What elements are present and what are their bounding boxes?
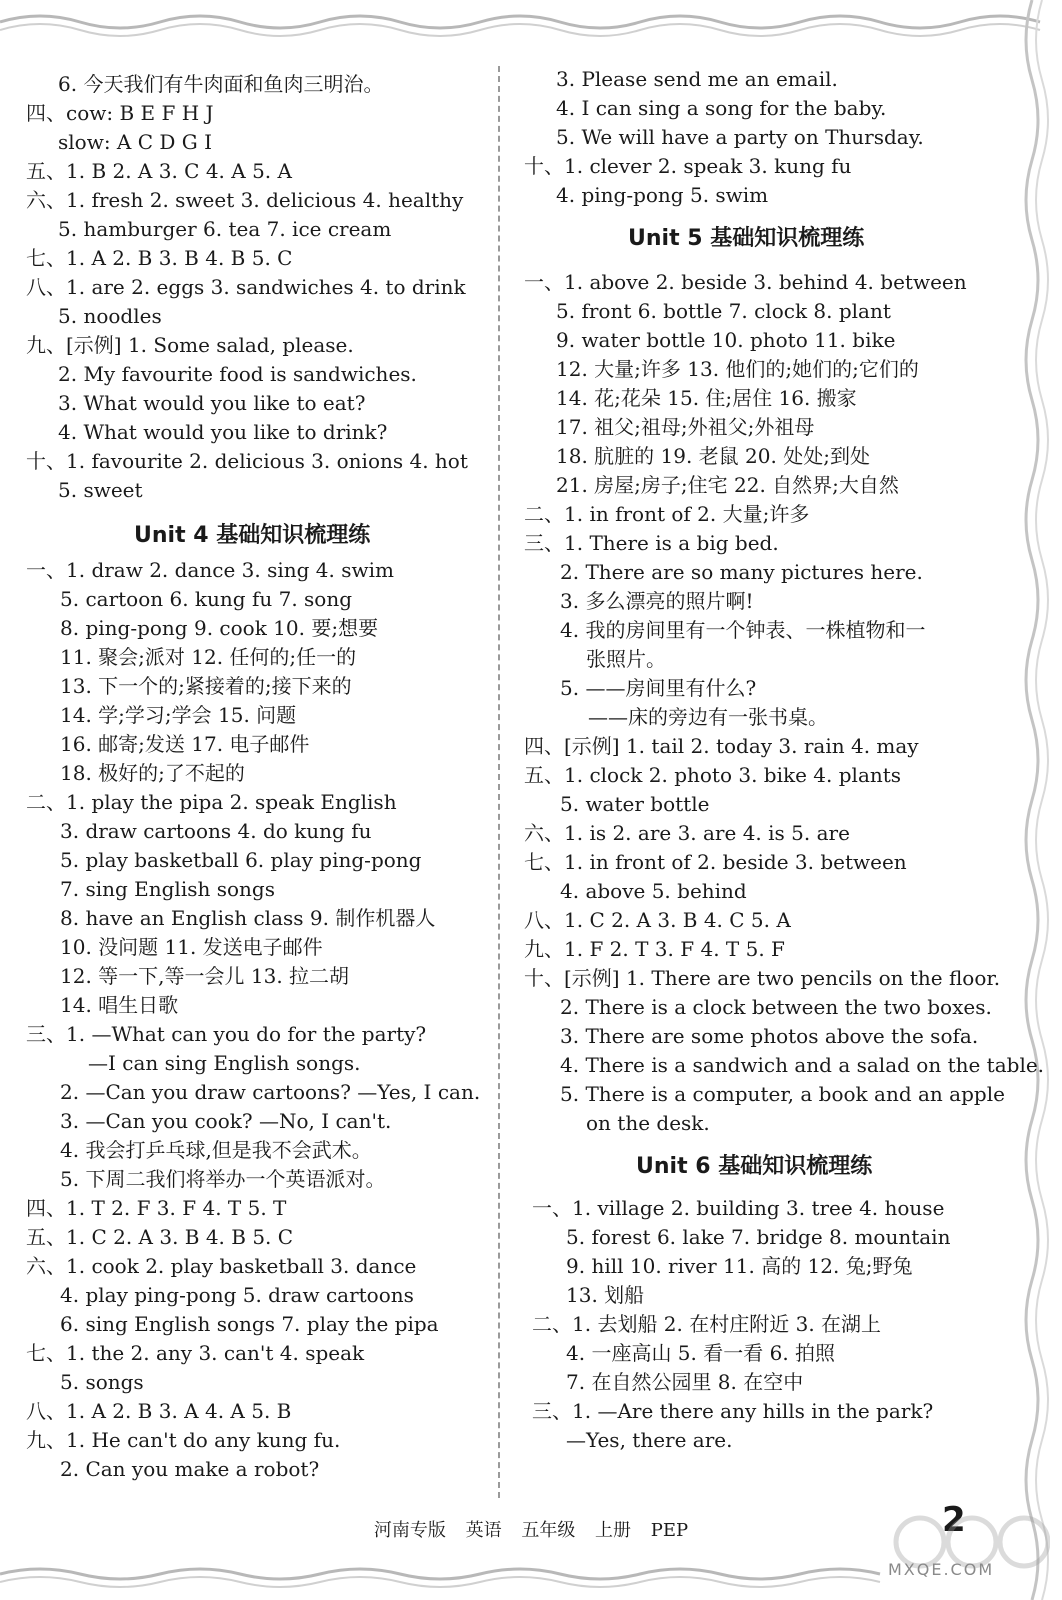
answer-line: ——床的旁边有一张书桌。: [588, 705, 828, 729]
answer-line: 18. 极好的;了不起的: [60, 761, 245, 785]
page-number: 2: [942, 1500, 966, 1540]
answer-line: 13. 下一个的;紧接着的;接下来的: [60, 674, 352, 698]
answer-line: 11. 聚会;派对 12. 任何的;任一的: [60, 645, 357, 669]
answer-line: 七、1. the 2. any 3. can't 4. speak: [26, 1341, 365, 1365]
answer-line: 六、1. is 2. are 3. are 4. is 5. are: [524, 821, 850, 845]
answer-line: 一、1. village 2. building 3. tree 4. house: [532, 1196, 945, 1220]
answer-line: 4. 我的房间里有一个钟表、一株植物和一: [560, 618, 926, 642]
answer-line: 4. above 5. behind: [560, 879, 747, 903]
unit-heading: Unit 4 基础知识梳理练: [134, 523, 371, 548]
answer-line: 2. There is a clock between the two boxes.: [560, 995, 992, 1019]
answer-line: 3. 多么漂亮的照片啊!: [560, 589, 754, 613]
answer-line: 2. There are so many pictures here.: [560, 560, 923, 584]
answer-line: 五、1. B 2. A 3. C 4. A 5. A: [26, 159, 292, 183]
answer-line: —Yes, there are.: [566, 1428, 733, 1452]
answer-line: 5. front 6. bottle 7. clock 8. plant: [556, 299, 891, 323]
answer-line: 3. Please send me an email.: [556, 67, 838, 91]
answer-line: 5. water bottle: [560, 792, 710, 816]
answer-line: 六、1. cook 2. play basketball 3. dance: [26, 1254, 417, 1278]
answer-line: 8. ping-pong 9. cook 10. 要;想要: [60, 616, 379, 640]
answer-line: 3. What would you like to eat?: [58, 391, 366, 415]
answer-line: 九、[示例] 1. Some salad, please.: [26, 333, 354, 357]
answer-line: 21. 房屋;房子;住宅 22. 自然界;大自然: [556, 473, 899, 497]
answer-line: 五、1. C 2. A 3. B 4. B 5. C: [26, 1225, 294, 1249]
answer-line: 三、1. —What can you do for the party?: [26, 1022, 427, 1046]
answer-line: 张照片。: [586, 647, 666, 671]
answer-line: 16. 邮寄;发送 17. 电子邮件: [60, 732, 310, 756]
answer-line: 八、1. C 2. A 3. B 4. C 5. A: [524, 908, 791, 932]
answer-line: 十、[示例] 1. There are two pencils on the floor.: [524, 966, 1001, 990]
answer-line: 九、1. He can't do any kung fu.: [26, 1428, 341, 1452]
answer-line: slow: A C D G I: [58, 130, 213, 154]
answer-line: 五、1. clock 2. photo 3. bike 4. plants: [524, 763, 902, 787]
answer-line: 一、1. above 2. beside 3. behind 4. between: [524, 270, 967, 294]
answer-line: 17. 祖父;祖母;外祖父;外祖母: [556, 415, 815, 439]
answer-line: 5. cartoon 6. kung fu 7. song: [60, 587, 353, 611]
answer-line: 二、1. play the pipa 2. speak English: [26, 790, 397, 814]
answer-line: 七、1. in front of 2. beside 3. between: [524, 850, 907, 874]
answer-line: 14. 花;花朵 15. 住;居住 16. 搬家: [556, 386, 857, 410]
answer-line: 四、1. T 2. F 3. F 4. T 5. T: [26, 1196, 287, 1220]
answer-line: 4. What would you like to drink?: [58, 420, 388, 444]
answer-line: 七、1. A 2. B 3. B 4. B 5. C: [26, 246, 293, 270]
answer-line: 4. 一座高山 5. 看一看 6. 拍照: [566, 1341, 836, 1365]
answer-line: 13. 划船: [566, 1283, 645, 1307]
answer-line: 四、cow: B E F H J: [26, 101, 214, 125]
answer-line: 4. 我会打乒乓球,但是我不会武术。: [60, 1138, 372, 1162]
answer-line: 18. 肮脏的 19. 老鼠 20. 处处;到处: [556, 444, 870, 468]
answer-line: 5. hamburger 6. tea 7. ice cream: [58, 217, 392, 241]
answer-line: 四、[示例] 1. tail 2. today 3. rain 4. may: [524, 734, 919, 758]
answer-line: 6. sing English songs 7. play the pipa: [60, 1312, 439, 1336]
answer-line: 一、1. draw 2. dance 3. sing 4. swim: [26, 558, 394, 582]
answer-line: 5. forest 6. lake 7. bridge 8. mountain: [566, 1225, 951, 1249]
answer-line: 4. ping-pong 5. swim: [556, 183, 769, 207]
page-footer: 河南专版 英语 五年级 上册 PEP: [373, 1520, 689, 1541]
answer-line: 六、1. fresh 2. sweet 3. delicious 4. healthy: [26, 188, 464, 212]
unit-heading: Unit 5 基础知识梳理练: [628, 226, 865, 251]
answer-line: 八、1. are 2. eggs 3. sandwiches 4. to drink: [26, 275, 466, 299]
answer-line: 5. There is a computer, a book and an apple: [560, 1082, 1005, 1106]
answer-line: 9. water bottle 10. photo 11. bike: [556, 328, 896, 352]
answer-line: 3. —Can you cook? —No, I can't.: [60, 1109, 392, 1133]
answer-line: 二、1. in front of 2. 大量;许多: [524, 502, 810, 526]
answer-line: 5. sweet: [58, 478, 143, 502]
answer-line: —I can sing English songs.: [88, 1051, 361, 1075]
answer-line: 9. hill 10. river 11. 高的 12. 兔;野兔: [566, 1254, 913, 1278]
answer-line: 14. 学;学习;学会 15. 问题: [60, 703, 297, 727]
answer-line: on the desk.: [586, 1111, 710, 1135]
decorative-top-border: [0, 0, 1062, 40]
answer-line: 2. My favourite food is sandwiches.: [58, 362, 417, 386]
answer-line: 12. 大量;许多 13. 他们的;她们的;它们的: [556, 357, 919, 381]
column-divider: [498, 66, 500, 1498]
answer-line: 2. —Can you draw cartoons? —Yes, I can.: [60, 1080, 481, 1104]
answer-line: 5. 下周二我们将举办一个英语派对。: [60, 1167, 386, 1191]
answer-line: 八、1. A 2. B 3. A 4. A 5. B: [26, 1399, 292, 1423]
answer-line: 5. play basketball 6. play ping-pong: [60, 848, 422, 872]
answer-line: 8. have an English class 9. 制作机器人: [60, 906, 436, 930]
answer-line: 7. 在自然公园里 8. 在空中: [566, 1370, 804, 1394]
answer-line: 十、1. clever 2. speak 3. kung fu: [524, 154, 852, 178]
watermark-text: MXQE.COM: [888, 1560, 995, 1579]
decorative-right-border: [1002, 0, 1062, 1600]
answer-line: 4. There is a sandwich and a salad on the table.: [560, 1053, 1045, 1077]
answer-line: 九、1. F 2. T 3. F 4. T 5. F: [524, 937, 785, 961]
answer-line: 三、1. There is a big bed.: [524, 531, 779, 555]
answer-line: 5. ——房间里有什么?: [560, 676, 757, 700]
answer-line: 二、1. 去划船 2. 在村庄附近 3. 在湖上: [532, 1312, 882, 1336]
answer-line: 12. 等一下,等一会儿 13. 拉二胡: [60, 964, 350, 988]
answer-line: 10. 没问题 11. 发送电子邮件: [60, 935, 323, 959]
answer-line: 7. sing English songs: [60, 877, 275, 901]
unit-heading: Unit 6 基础知识梳理练: [636, 1154, 873, 1179]
answer-line: 2. Can you make a robot?: [60, 1457, 320, 1481]
answer-line: 6. 今天我们有牛肉面和鱼肉三明治。: [58, 72, 384, 96]
answer-line: 三、1. —Are there any hills in the park?: [532, 1399, 934, 1423]
answer-line: 3. draw cartoons 4. do kung fu: [60, 819, 372, 843]
answer-line: 14. 唱生日歌: [60, 993, 179, 1017]
answer-line: 3. There are some photos above the sofa.: [560, 1024, 979, 1048]
answer-line: 5. songs: [60, 1370, 144, 1394]
answer-line: 5. We will have a party on Thursday.: [556, 125, 924, 149]
answer-line: 4. play ping-pong 5. draw cartoons: [60, 1283, 414, 1307]
answer-line: 十、1. favourite 2. delicious 3. onions 4. hot: [26, 449, 468, 473]
answer-line: 4. I can sing a song for the baby.: [556, 96, 887, 120]
answer-line: 5. noodles: [58, 304, 162, 328]
